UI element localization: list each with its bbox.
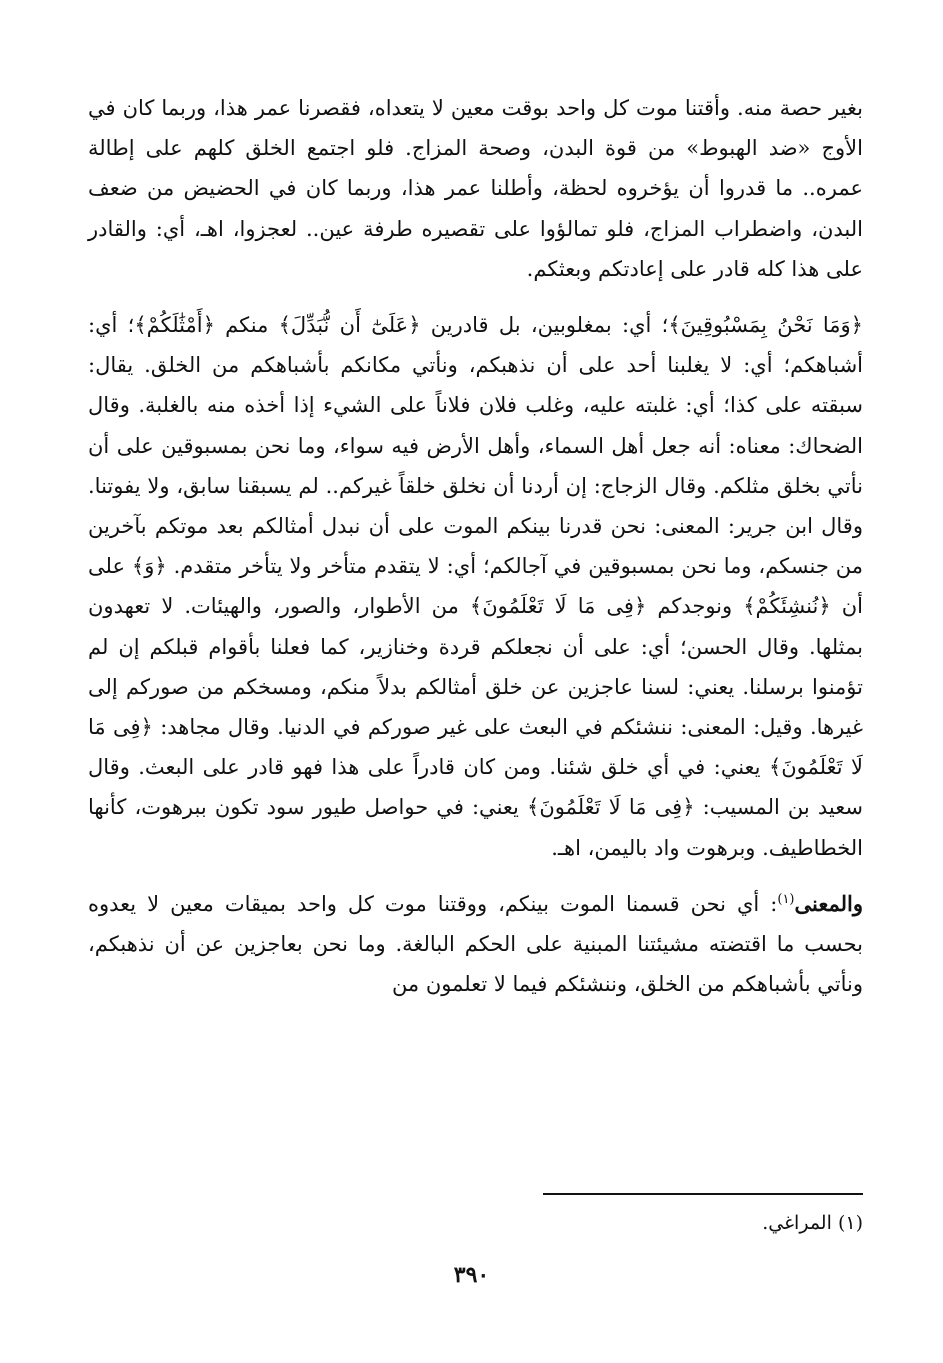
footnote-text: المراغي. (762, 1212, 832, 1234)
paragraph-3 (88, 884, 863, 1005)
paragraph-1: بغير حصة منه. وأقتنا موت كل واحد بوقت معين لا يتعداه، فقصرنا عمر هذا، وربما كان في الأوج «ضد الهبوط» من قوة البدن، وصحة المزاج. فلو اجتمع الخلق كلهم على إطالة عمره.. ما قدروا أن يؤخروه لحظة، وأطلنا عمر هذا، وربما كان في الحضيض من ضعف البدن، واضطراب المزاج، فلو تمالؤوا على تقصيره طرفة عين.. لعجزوا، اهـ، أي: والقادر على هذا كله قادر على إعادتكم وبعثكم. (88, 96, 863, 281)
page-number: ٣٩٠ (453, 1262, 490, 1288)
footnote-divider (543, 1193, 863, 1195)
paragraph-2: ﴿وَمَا نَحْنُ بِمَسْبُوقِينَ﴾؛ أي: بمغلوبين، بل قادرين ﴿عَلَىٰٓ أَن نُّبَدِّلَ﴾ منكم ﴿أَمْثَٰلَكُمْ﴾؛ أي: أشباهكم؛ أي: لا يغلبنا أحد على أن نذهبكم، ونأتي مكانكم بأشباهكم من الخلق. يقال: سبقته على كذا؛ أي: غلبته عليه، وغلب فلان فلاناً على الشيء إذا أخذه منه بالغلبة. وقال الضحاك: معناه: أنه جعل أهل السماء، وأهل الأرض فيه سواء، وما نحن بمسبوقين على أن نأتي بخلق مثلكم. وقال الزجاج: إن أردنا أن نخلق خلقاً غيركم.. لم يسبقنا سابق، ولا يفوتنا. وقال ابن جرير: المعنى: نحن قدرنا بينكم الموت على أن نبدل أمثالكم بعد موتكم بآخرين من جنسكم، وما نحن بمسبوقين في آجالكم؛ أي: لا يتقدم متأخر ولا يتأخر متقدم. ﴿وَ﴾ على أن ﴿نُنشِئَكُمْ﴾ ونوجدكم ﴿فِى مَا لَا تَعْلَمُونَ﴾ من الأطوار، والصور، والهيئات. لا تعهدون بمثلها. وقال الحسن؛ أي: على أن نجعلكم قردة وخنازير، كما فعلنا بأقوام قبلكم إن لم تؤمنوا برسلنا. يعني: لسنا عاجزين عن خلق أمثالكم بدلاً منكم، ومسخكم من صوركم إلى غيرها. وقيل: المعنى: ننشئكم في البعث على غير صوركم في الدنيا. وقال مجاهد: ﴿فِى مَا لَا تَعْلَمُونَ﴾ يعني: في أي خلق شئنا. ومن كان قادراً على هذا فهو قادر على البعث. وقال سعيد بن المسيب: ﴿فِى مَا لَا تَعْلَمُونَ﴾ يعني: في حواصل طيور سود تكون ببرهوت، كأنها الخطاطيف. وبرهوت واد باليمن، اهـ. (88, 313, 863, 860)
footnote-reference: (١) (777, 891, 795, 907)
paragraph-3-lead: والمعنى (794, 890, 863, 916)
footnote-marker: (١) (837, 1212, 863, 1234)
paragraph-3-text: : أي نحن قسمنا الموت بينكم، ووقتنا موت كل واحد بميقات معين لا يعدوه بحسب ما اقتضته مشيئتنا المبنية على الحكم البالغة. وما نحن بعاجزين عن أن نذهبكم، ونأتي بأشباهكم من الخلق، وننشئكم فيما لا تعلمون من (88, 891, 863, 997)
page-body (88, 88, 863, 1004)
footnote (762, 1208, 863, 1238)
